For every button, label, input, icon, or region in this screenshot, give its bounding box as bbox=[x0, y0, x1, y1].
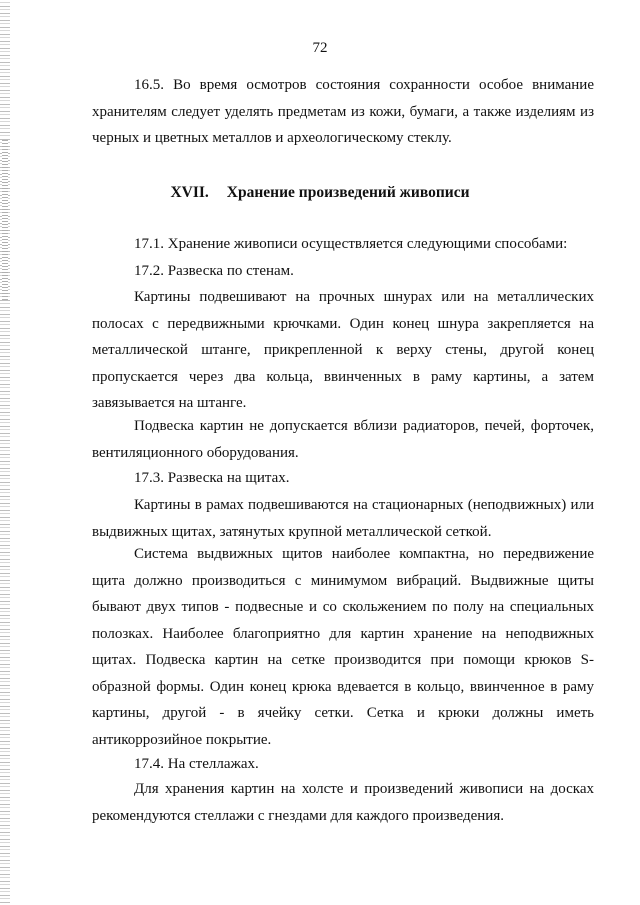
page-number: 72 bbox=[312, 40, 328, 56]
paragraph-shelves: Для хранения картин на холсте и произведений живописи на досках рекомендуются стеллажи с гнездами для каждого произведения. bbox=[92, 781, 594, 824]
section-number: XVII. bbox=[170, 184, 209, 201]
paragraph-radiators: Подвеска картин не допускается вблизи радиаторов, печей, форточек, вентиляционного оборудования. bbox=[92, 418, 594, 461]
scan-binding-edge bbox=[0, 0, 10, 905]
paragraph-hanging-ropes: Картины подвешивают на прочных шнурах или на металлических полосах с передвижными крючками. Один конец шнура закрепляется на металлической штанге, прикрепленной к верху стены, другой конец пропускается через два кольца, ввинченных в раму картины, а затем завязывается на штанге. bbox=[92, 289, 594, 411]
paragraph-17-4: 17.4. На стеллажах. bbox=[134, 756, 259, 772]
paragraph-sliding-panels: Система выдвижных щитов наиболее компактна, но передвижение щита должно производиться с минимумом вибраций. Выдвижные щиты бывают двух типов - подвесные и со скольжением по полу на специальных полозках. Наиболее благоприятно для картин хранение на неподвижных щитах. Подвеска картин на сетке производится при помощи крюков S-образной формы. Один конец крюка вдевается в кольцо, ввинченное в раму картины, другой - в ячейку сетки. Сетка и крюки должны иметь антикоррозийное покрытие. bbox=[92, 546, 594, 748]
paragraph-16-5: 16.5. Во время осмотров состояния сохранности особое внимание хранителям следует уделять предметам из кожи, бумаги, а также изделиям из черных и цветных металлов и археологическому стеклу. bbox=[92, 77, 594, 146]
paragraph-17-3: 17.3. Развеска на щитах. bbox=[134, 470, 290, 486]
paragraph-frames-on-panels: Картины в рамах подвешиваются на стационарных (неподвижных) или выдвижных щитах, затянутых крупной металлической сеткой. bbox=[92, 497, 594, 540]
paragraph-17-2: 17.2. Развеска по стенам. bbox=[134, 263, 294, 279]
paragraph-17-1: 17.1. Хранение живописи осуществляется следующими способами: bbox=[134, 236, 568, 252]
section-heading bbox=[0, 184, 640, 202]
section-title: Хранение произведений живописи bbox=[226, 184, 470, 201]
